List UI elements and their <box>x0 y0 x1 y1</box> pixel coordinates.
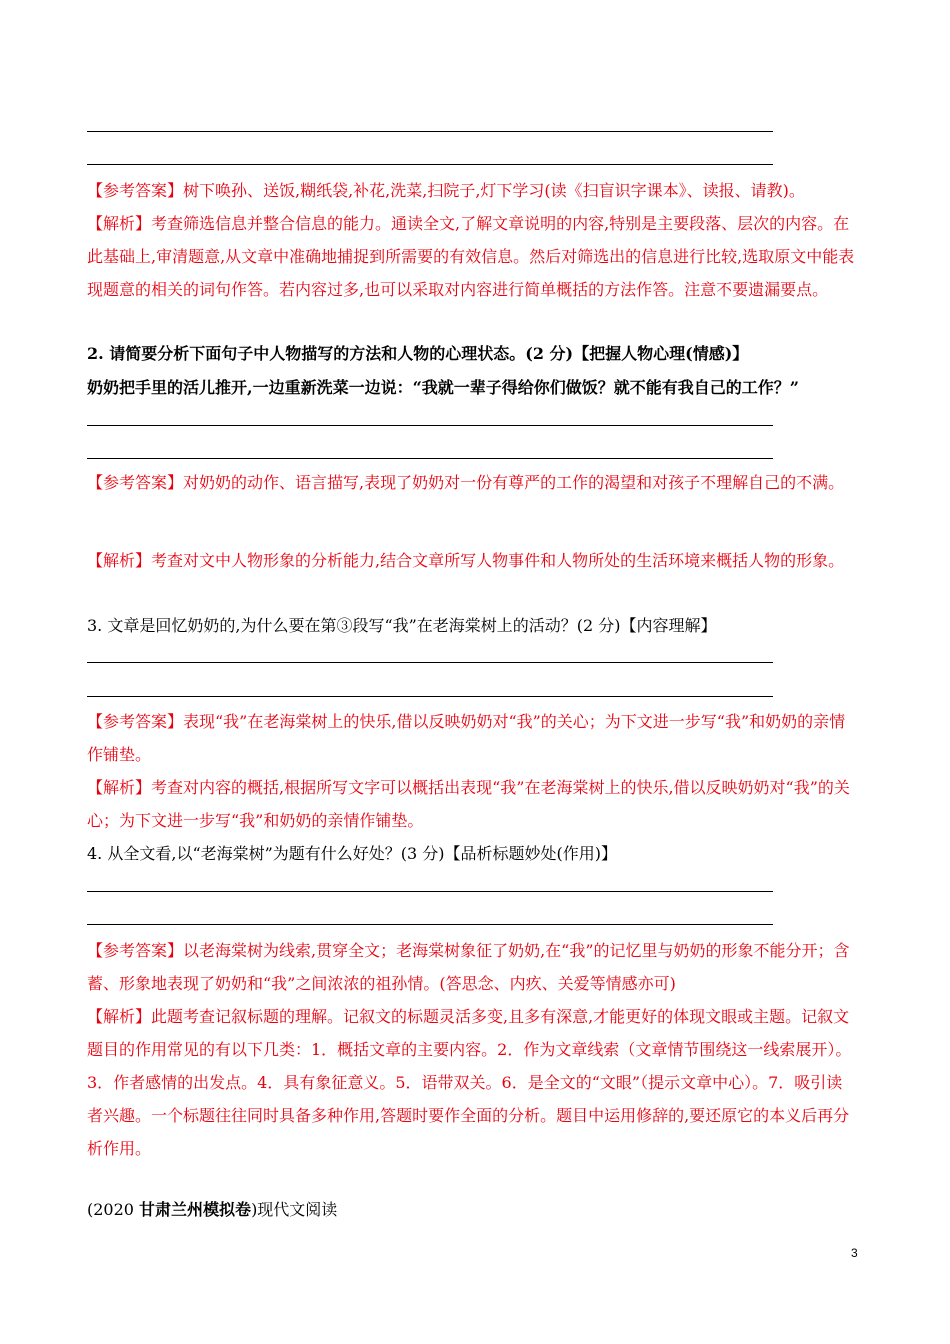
q3-analysis: 【解析】考查对内容的概括,根据所写文字可以概括出表现“我”在老海棠树上的快乐,借以反映奶奶对“我”的关心；为下文进一步写“我”和奶奶的亲情作铺垫。 <box>87 778 850 830</box>
q4-answer: 【参考答案】以老海棠树为线索,贯穿全文；老海棠树象征了奶奶,在“我”的记忆里与奶奶的形象不能分开；含蓄、形象地表现了奶奶和“我”之间浓浓的祖孙情。(答思念、内疚、关爱等情感亦可) <box>87 941 850 993</box>
answer-line <box>87 164 773 165</box>
answer-line <box>87 891 773 892</box>
source-note <box>87 1198 337 1222</box>
q4-analysis: 【解析】此题考查记叙标题的理解。记叙文的标题灵活多变,且多有深意,才能更好的体现文眼或主题。记叙文题目的作用常见的有以下几类：1．概括文章的主要内容。2．作为文章线索（文章情节围绕这一线索展开）。3．作者感情的出发点。4．具有象征意义。5．语带双关。6．是全文的“文眼”（提示文章中心）。7．吸引读者兴趣。一个标题往往同时具备多种作用,答题时要作全面的分析。题目中运用修辞的,要还原它的本义后再分析作用。 <box>87 1007 852 1158</box>
source-suffix: )现代文阅读 <box>251 1200 338 1219</box>
answer-line <box>87 924 773 925</box>
answer-line <box>87 425 773 426</box>
source-prefix: (2020 <box>87 1200 140 1219</box>
q4-question: 4. 从全文看,以“老海棠树”为题有什么好处？(3 分)【品析标题妙处(作用)】 <box>87 844 618 863</box>
q2-answer: 【参考答案】对奶奶的动作、语言描写,表现了奶奶对一份有尊严的工作的渴望和对孩子不理解自己的不满。 <box>87 473 845 492</box>
source-bold: 甘肃兰州模拟卷 <box>139 1200 252 1219</box>
answer-line <box>87 458 773 459</box>
q3-question: 3. 文章是回忆奶奶的,为什么要在第③段写“我”在老海棠树上的活动？(2 分)【内容理解】 <box>87 616 717 635</box>
page-number: 3 <box>851 1246 858 1260</box>
q3-answer: 【参考答案】表现“我”在老海棠树上的快乐,借以反映奶奶对“我”的关心；为下文进一步写“我”和奶奶的亲情作铺垫。 <box>87 712 846 764</box>
q1-analysis: 【解析】考查筛选信息并整合信息的能力。通读全文,了解文章说明的内容,特别是主要段落、层次的内容。在此基础上,审清题意,从文章中准确地捕捉到所需要的有效信息。然后对筛选出的信息进行比较,选取原文中能表现题意的相关的词句作答。若内容过多,也可以采取对内容进行简单概括的方法作答。注意不要遗漏要点。 <box>87 214 855 299</box>
answer-line <box>87 696 773 697</box>
answer-line <box>87 131 773 132</box>
q1-answer: 【参考答案】树下唤孙、送饭,糊纸袋,补花,洗菜,扫院子,灯下学习(读《扫盲识字课本》、读报、请教)。 <box>87 181 805 200</box>
q2-analysis: 【解析】考查对文中人物形象的分析能力,结合文章所写人物事件和人物所处的生活环境来概括人物的形象。 <box>87 551 845 570</box>
answer-line <box>87 662 773 663</box>
q2-quote: 奶奶把手里的活儿推开,一边重新洗菜一边说：“我就一辈子得给你们做饭？就不能有我自己的工作？” <box>87 378 799 397</box>
q2-question: 2. 请简要分析下面句子中人物描写的方法和人物的心理状态。(2 分)【把握人物心理(情感)】 <box>87 344 749 363</box>
